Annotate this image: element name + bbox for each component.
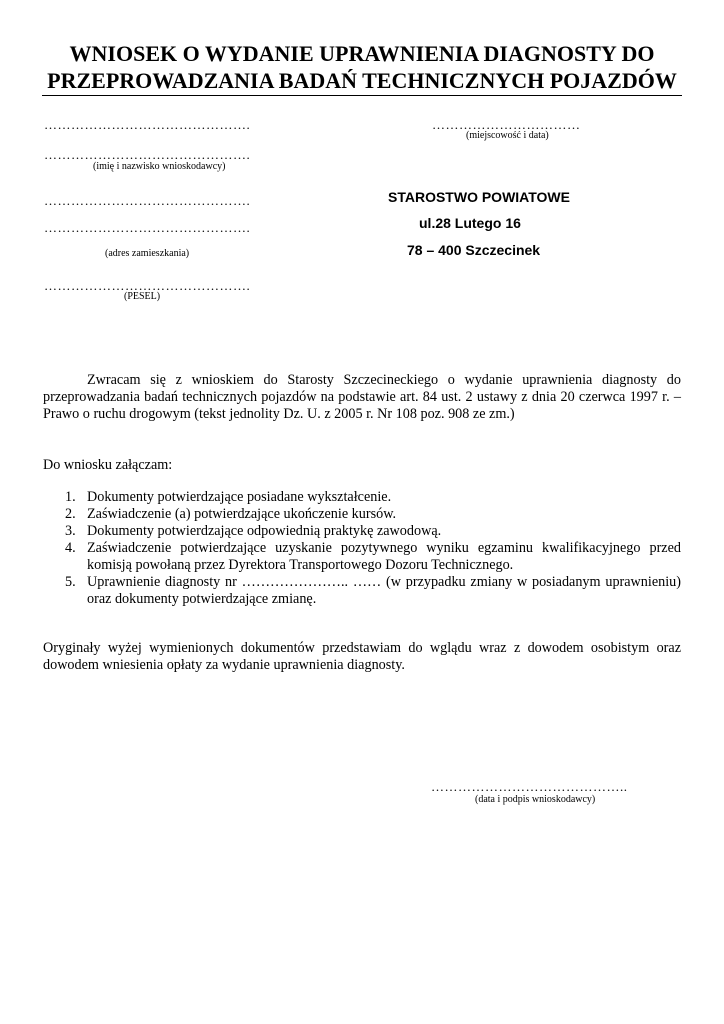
address-caption: (adres zamieszkania): [105, 248, 190, 259]
attachment-item: 2. Zaświadczenie (a) potwierdzające ukończenie kursów.: [65, 506, 397, 522]
attachments-list: [43, 489, 681, 608]
request-paragraph: Zwracam się z wnioskiem do Starosty Szczecineckiego o wydanie uprawnienia diagnosty do przeprowadzania badań technicznych pojazdów na podstawie art. 84 ust. 2 ustawy z dnia 20 czerwca 1997 r. – Prawo o ruchu drogowym (tekst jednolity Dz. U. z 2005 r. Nr 108 poz. 908 ze zm.): [43, 372, 681, 422]
applicant-line-1: ……………………………………….: [44, 117, 251, 132]
attachment-item: 4. Zaświadczenie potwierdzające uzyskanie pozytywnego wyniku egzaminu kwalifikacyjnego przed komisją powołaną przez Dyrektora Transportowego Dozoru Technicznego.: [65, 540, 681, 573]
place-date-caption: (miejscowość i data): [466, 130, 549, 141]
signature-caption: (data i podpis wnioskodawcy): [475, 794, 596, 805]
attachment-item: 3. Dokumenty potwierdzające odpowiednią praktykę zawodową.: [65, 523, 442, 539]
applicant-name-line: ……………………………………….: [44, 147, 251, 162]
document-title: [42, 40, 682, 94]
title-line-1: WNIOSEK O WYDANIE UPRAWNIENIA DIAGNOSTY DO: [69, 41, 655, 66]
office-name: STAROSTWO POWIATOWE: [388, 189, 570, 205]
address-line-2: ……………………………………….: [44, 220, 251, 235]
office-city: 78 – 400 Szczecinek: [407, 242, 541, 258]
applicant-name-caption: (imię i nazwisko wnioskodawcy): [93, 161, 226, 172]
title-underline: [42, 95, 682, 96]
attachment-item: 5. Uprawnienie diagnosty nr ………………….. …… (w przypadku zmiany w posiadanym uprawnieniu) oraz dokumenty potwierdzające zmianę.: [65, 574, 681, 607]
originals-paragraph: Oryginały wyżej wymienionych dokumentów przedstawiam do wglądu wraz z dowodem osobistym oraz dowodem wniesienia opłaty za wydanie uprawnienia diagnosty.: [43, 640, 681, 673]
address-line-1: ……………………………………….: [44, 193, 251, 208]
pesel-caption: (PESEL): [124, 291, 161, 302]
attachments-heading: Do wniosku załączam:: [43, 457, 173, 473]
office-street: ul.28 Lutego 16: [419, 215, 521, 231]
title-line-2: PRZEPROWADZANIA BADAŃ TECHNICZNYCH POJAZDÓW: [47, 68, 677, 93]
pesel-line: ……………………………………….: [44, 278, 251, 293]
place-date-line: ……………………………: [432, 117, 581, 132]
attachment-item: 1. Dokumenty potwierdzające posiadane wykształcenie.: [65, 489, 392, 505]
signature-line: ……………………………………..: [431, 779, 628, 794]
